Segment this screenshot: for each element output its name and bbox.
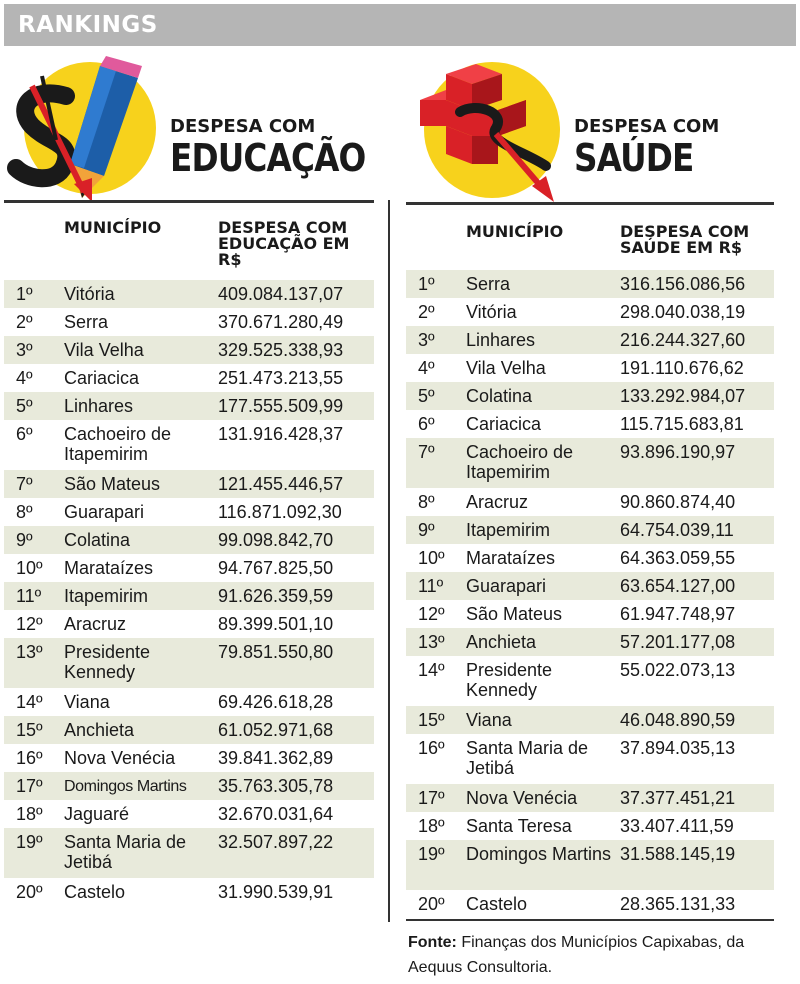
rank-position: 7º — [16, 474, 33, 494]
rank-position: 7º — [418, 442, 435, 462]
source-label: Fonte: — [408, 934, 457, 951]
expense-value: 99.098.842,70 — [218, 530, 334, 550]
municipality-name: São Mateus — [64, 474, 161, 494]
rank-position: 2º — [418, 302, 435, 322]
table-row — [4, 280, 374, 308]
table-row — [406, 326, 774, 354]
expense-value: 251.473.213,55 — [218, 368, 344, 388]
education-title-big: EDUCAÇÃO — [170, 136, 366, 180]
education-title-small: DESPESA COM — [170, 116, 316, 137]
expense-value: 33.407.411,59 — [620, 816, 734, 836]
table-row — [4, 744, 374, 772]
table-row — [406, 488, 774, 516]
table-row — [406, 544, 774, 572]
table-row — [4, 800, 374, 828]
municipality-name: Marataízes — [466, 548, 556, 568]
rank-position: 13º — [418, 632, 445, 652]
expense-value: 370.671.280,49 — [218, 312, 344, 332]
expense-value: 69.426.618,28 — [218, 692, 334, 712]
municipality-name: Santa Maria de Jetibá — [64, 832, 187, 872]
expense-value: 32.507.897,22 — [218, 832, 334, 852]
table-row — [4, 610, 374, 638]
expense-value: 31.588.145,19 — [620, 844, 736, 864]
health-table — [406, 210, 774, 918]
rank-position: 9º — [16, 530, 33, 550]
expense-value: 89.399.501,10 — [218, 614, 334, 634]
table-row — [406, 516, 774, 544]
table-row — [4, 878, 374, 906]
expense-value: 35.763.305,78 — [218, 776, 334, 796]
municipality-name: Colatina — [466, 386, 533, 406]
rank-position: 4º — [418, 358, 435, 378]
education-col-municipio: MUNICÍPIO — [64, 218, 162, 237]
table-row — [406, 656, 774, 706]
table-row — [4, 554, 374, 582]
municipality-name: Guarapari — [64, 502, 145, 522]
rank-position: 5º — [16, 396, 33, 416]
expense-value: 93.896.190,97 — [620, 442, 736, 462]
education-col-valor: DESPESA COM EDUCAÇÃO EM R$ — [218, 218, 350, 269]
expense-value: 61.947.748,97 — [620, 604, 736, 624]
municipality-name: Aracruz — [64, 614, 127, 634]
municipality-name: Anchieta — [466, 632, 537, 652]
municipality-name: Castelo — [64, 882, 126, 902]
municipality-name: Cachoeiro de Itapemirim — [64, 424, 172, 464]
municipality-name: Vila Velha — [64, 340, 144, 360]
table-row — [406, 270, 774, 298]
expense-value: 31.990.539,91 — [218, 882, 334, 902]
expense-value: 216.244.327,60 — [620, 330, 746, 350]
municipality-name: Aracruz — [466, 492, 529, 512]
municipality-name: Presidente Kennedy — [64, 642, 151, 682]
table-row — [4, 470, 374, 498]
table-row — [406, 840, 774, 890]
health-title-big: SAÚDE — [574, 136, 694, 180]
rank-position: 2º — [16, 312, 33, 332]
expense-value: 133.292.984,07 — [620, 386, 746, 406]
municipality-name: Santa Teresa — [466, 816, 572, 836]
health-col-municipio: MUNICÍPIO — [466, 222, 564, 241]
education-table-header — [4, 206, 374, 280]
municipality-name: Cariacica — [466, 414, 542, 434]
expense-value: 61.052.971,68 — [218, 720, 334, 740]
rank-position: 6º — [418, 414, 435, 434]
expense-value: 64.363.059,55 — [620, 548, 736, 568]
table-row — [406, 706, 774, 734]
education-divider — [4, 200, 374, 203]
table-row — [406, 890, 774, 918]
rank-position: 6º — [16, 424, 33, 444]
table-row — [4, 364, 374, 392]
table-row — [406, 410, 774, 438]
rank-position: 17º — [418, 788, 445, 808]
table-row — [4, 772, 374, 800]
expense-value: 298.040.038,19 — [620, 302, 746, 322]
table-row — [406, 784, 774, 812]
municipality-name: Marataízes — [64, 558, 154, 578]
health-table-header — [406, 210, 774, 270]
health-col-valor: DESPESA COM SAÚDE EM R$ — [620, 222, 750, 257]
rank-position: 20º — [16, 882, 43, 902]
expense-value: 28.365.131,33 — [620, 894, 736, 914]
municipality-name: Colatina — [64, 530, 131, 550]
municipality-name: Nova Venécia — [64, 748, 176, 768]
table-row — [406, 382, 774, 410]
health-bottom-rule — [406, 919, 774, 921]
rank-position: 1º — [418, 274, 435, 294]
municipality-name: Anchieta — [64, 720, 135, 740]
expense-value: 37.377.451,21 — [620, 788, 736, 808]
rankings-title: RANKINGS — [18, 12, 158, 38]
municipality-name: Vila Velha — [466, 358, 546, 378]
municipality-name: Serra — [64, 312, 109, 332]
rank-position: 11º — [418, 576, 444, 596]
municipality-name: Presidente Kennedy — [466, 660, 553, 700]
health-title-small: DESPESA COM — [574, 116, 720, 137]
column-separator — [388, 200, 390, 922]
table-row — [406, 298, 774, 326]
rank-position: 9º — [418, 520, 435, 540]
table-row — [4, 392, 374, 420]
rank-position: 3º — [418, 330, 435, 350]
table-row — [406, 354, 774, 382]
expense-value: 64.754.039,11 — [620, 520, 734, 540]
rank-position: 18º — [418, 816, 445, 836]
expense-value: 37.894.035,13 — [620, 738, 736, 758]
rank-position: 1º — [16, 284, 33, 304]
rank-position: 16º — [418, 738, 445, 758]
municipality-name: Itapemirim — [64, 586, 149, 606]
education-table — [4, 206, 374, 906]
expense-value: 90.860.874,40 — [620, 492, 736, 512]
table-row — [4, 716, 374, 744]
rank-position: 17º — [16, 776, 43, 796]
rank-position: 19º — [16, 832, 43, 852]
expense-value: 46.048.890,59 — [620, 710, 736, 730]
rank-position: 10º — [16, 558, 43, 578]
expense-value: 79.851.550,80 — [218, 642, 334, 662]
table-row — [406, 438, 774, 488]
source-text: Finanças dos Municípios Capixabas, da Aequus Consultoria. — [408, 934, 745, 976]
municipality-name: Serra — [466, 274, 511, 294]
expense-value: 121.455.446,57 — [218, 474, 344, 494]
expense-value: 39.841.362,89 — [218, 748, 334, 768]
rank-position: 19º — [418, 844, 445, 864]
municipality-name: Cariacica — [64, 368, 140, 388]
table-row — [4, 420, 374, 470]
municipality-name: Linhares — [64, 396, 134, 416]
rank-position: 20º — [418, 894, 445, 914]
table-row — [4, 526, 374, 554]
municipality-name: Viana — [64, 692, 110, 712]
rank-position: 4º — [16, 368, 33, 388]
expense-value: 329.525.338,93 — [218, 340, 344, 360]
municipality-name: Guarapari — [466, 576, 547, 596]
expense-value: 91.626.359,59 — [218, 586, 334, 606]
health-divider — [406, 202, 774, 205]
rank-position: 15º — [16, 720, 43, 740]
table-row — [406, 572, 774, 600]
source-note — [408, 930, 788, 980]
table-row — [406, 600, 774, 628]
table-row — [406, 812, 774, 840]
municipality-name: Vitória — [64, 284, 115, 304]
table-row — [4, 688, 374, 716]
table-row — [4, 308, 374, 336]
pencil-dollar-icon — [4, 56, 164, 206]
rank-position: 3º — [16, 340, 33, 360]
municipality-name: Itapemirim — [466, 520, 551, 540]
rank-position: 14º — [418, 660, 445, 680]
expense-value: 409.084.137,07 — [218, 284, 344, 304]
municipality-name: Linhares — [466, 330, 536, 350]
rank-position: 15º — [418, 710, 445, 730]
expense-value: 131.916.428,37 — [218, 424, 344, 444]
municipality-name: Viana — [466, 710, 512, 730]
rank-position: 16º — [16, 748, 43, 768]
expense-value: 63.654.127,00 — [620, 576, 736, 596]
rank-position: 13º — [16, 642, 43, 662]
table-row — [4, 582, 374, 610]
rank-position: 12º — [418, 604, 445, 624]
expense-value: 32.670.031,64 — [218, 804, 334, 824]
rank-position: 18º — [16, 804, 43, 824]
education-rows — [4, 280, 374, 906]
expense-value: 94.767.825,50 — [218, 558, 334, 578]
table-row — [4, 638, 374, 688]
expense-value: 191.110.676,62 — [620, 358, 744, 378]
table-row — [4, 498, 374, 526]
rank-position: 5º — [418, 386, 435, 406]
table-row — [406, 734, 774, 784]
rank-position: 8º — [418, 492, 435, 512]
municipality-name: Santa Maria de Jetibá — [466, 738, 589, 778]
municipality-name: Domingos Martins — [466, 844, 612, 864]
rank-position: 10º — [418, 548, 445, 568]
rankings-header — [4, 4, 796, 46]
medical-cross-dollar-icon — [406, 56, 566, 206]
health-rows — [406, 270, 774, 918]
expense-value: 115.715.683,81 — [620, 414, 744, 434]
municipality-name: São Mateus — [466, 604, 563, 624]
expense-value: 177.555.509,99 — [218, 396, 344, 416]
table-row — [4, 828, 374, 878]
expense-value: 316.156.086,56 — [620, 274, 746, 294]
municipality-name: Jaguaré — [64, 804, 130, 824]
table-row — [406, 628, 774, 656]
rank-position: 14º — [16, 692, 43, 712]
municipality-name: Cachoeiro de Itapemirim — [466, 442, 574, 482]
municipality-name: Nova Venécia — [466, 788, 578, 808]
rank-position: 8º — [16, 502, 33, 522]
rank-position: 12º — [16, 614, 43, 634]
municipality-name: Vitória — [466, 302, 517, 322]
rank-position: 11º — [16, 586, 42, 606]
table-row — [4, 336, 374, 364]
expense-value: 116.871.092,30 — [218, 502, 342, 522]
municipality-name: Castelo — [466, 894, 528, 914]
municipality-name: Domingos Martins — [64, 778, 187, 795]
expense-value: 57.201.177,08 — [620, 632, 736, 652]
expense-value: 55.022.073,13 — [620, 660, 736, 680]
